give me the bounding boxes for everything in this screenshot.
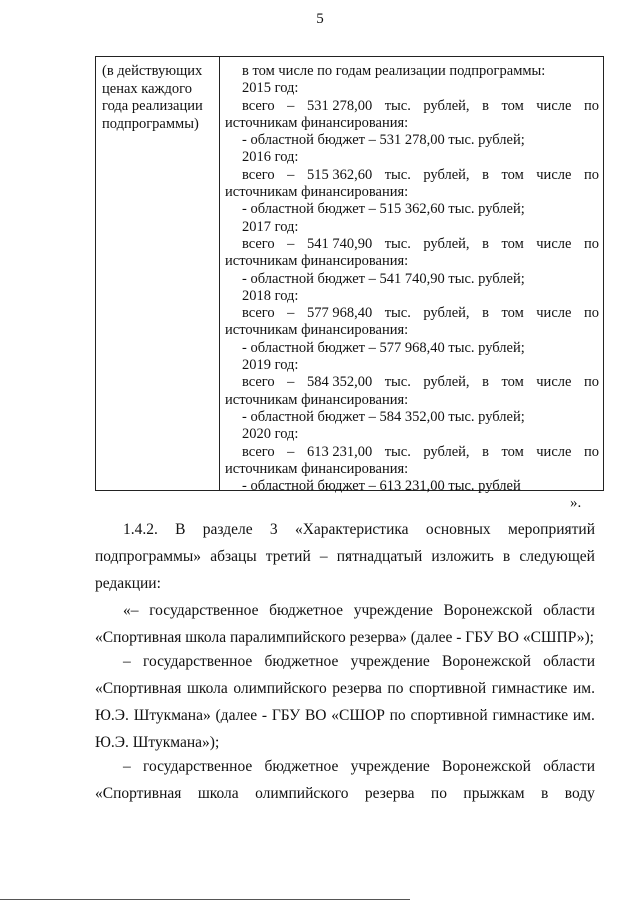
funding-year: 2018 год: [242,287,299,304]
word: 584 352,00 [306,374,373,391]
word: гимнастике [492,707,569,724]
word: всего [242,166,275,183]
funding-year: 2015 год: [242,80,299,97]
word: 3 [269,521,278,538]
word: изложить [431,548,494,565]
funding-table [95,56,604,495]
word: по [583,97,599,114]
funding-regional-budget: - областной бюджет – 613 231,00 тыс. рублей [242,478,521,495]
paragraph-line [95,780,595,807]
paragraph-3 [95,648,595,756]
closing-quote: ». [570,495,582,511]
word: всего [242,305,275,322]
word: Воронежской [443,602,533,619]
left-cell-line: (в действующих [102,63,203,79]
word: подпрограммы» [95,548,202,565]
word: В [175,521,186,538]
funding-sources: источникам финансирования: [225,184,409,201]
word: - [261,707,268,724]
funding-year: 2019 год: [242,357,299,374]
funding-regional-budget: - областной бюджет – 515 362,60 тыс. рублей; [242,201,525,218]
word: всего [242,97,275,114]
paragraph-4 [95,753,595,807]
paragraph-line [95,516,595,543]
funding-sources: источникам финансирования: [225,114,409,131]
funding-sources: источникам финансирования: [225,391,409,408]
word: – [287,166,295,183]
word: том [501,166,524,183]
word: том [501,374,524,391]
funding-regional-budget: - областной бюджет – 541 740,90 тыс. рублей; [242,270,525,287]
word: школа [186,680,228,697]
funding-year: 2017 год: [242,218,299,235]
paragraph-line: редакции: [95,575,161,592]
word: тыс. [384,235,411,252]
funding-total-line [225,444,599,461]
word: спортивной [409,680,487,697]
word: «– [123,602,139,619]
word: в [482,443,489,460]
left-cell-line: года реализации [102,98,203,114]
word: олимпийского [233,680,327,697]
word: – [123,653,131,670]
word: – [287,374,295,391]
word: всего [242,374,275,391]
word: по [583,305,599,322]
paragraph-line [95,648,595,675]
word: государственное [149,602,259,619]
word: третий [265,548,311,565]
funding-year: 2016 год: [242,149,299,166]
word: по [583,374,599,391]
funding-total-line [225,167,599,184]
word: в [482,235,489,252]
word: следующей [519,548,595,565]
table-column-divider [219,57,220,490]
word: том [501,235,524,252]
word: тыс. [384,443,411,460]
word: «Характеристика [294,521,409,538]
funding-sources: источникам финансирования: [225,322,409,339]
word: рублей, [423,443,470,460]
word: рублей, [423,235,470,252]
funding-year: 2020 год: [242,426,299,443]
word: Воронежской [442,758,531,775]
funding-sources: источникам финансирования: [225,460,409,477]
word: воду [564,785,595,802]
word: 1.4.2. [123,521,158,538]
word: том [501,305,524,322]
word: мероприятий [507,521,595,538]
word: спортивной [410,707,488,724]
word: рублей, [423,97,470,114]
word: пятнадцатый [336,548,423,565]
word: по [583,443,599,460]
funding-sources: источникам финансирования: [225,253,409,270]
word: в [482,97,489,114]
word: в [502,548,511,565]
word: по [389,707,406,724]
paragraph-2 [95,597,595,651]
paragraph-line: «Спортивная школа паралимпийского резерва» (далее - ГБУ ВО «СШПР»); [95,629,594,646]
word: всего [242,235,275,252]
word: 541 740,90 [306,235,373,252]
word: Ю.Э. [95,707,129,724]
word: Воронежской [442,653,531,670]
word: учреждение [350,653,430,670]
word: резерва [332,680,382,697]
word: – [287,97,295,114]
word: по [583,166,599,183]
word: в [482,305,489,322]
left-cell-line: подпрограммы) [102,115,199,132]
word: в [482,166,489,183]
paragraph-line [95,675,595,702]
page-number: 5 [316,11,324,27]
word: резерва [364,785,415,802]
word: тыс. [384,166,411,183]
word: учреждение [350,758,430,775]
word: разделе [202,521,253,538]
paragraph-line: Ю.Э. Штукмана»); [95,734,220,751]
funding-regional-budget: - областной бюджет – 577 968,40 тыс. рублей; [242,339,525,356]
word: ВО [304,707,327,724]
word: по [387,680,404,697]
table-left-cell [102,63,217,133]
word: учреждение [353,602,433,619]
word: – [123,758,131,775]
word: им. [572,707,595,724]
word: «СШОР [331,707,385,724]
word: бюджетное [264,653,339,670]
word: абзацы [210,548,257,565]
paragraph-line [95,597,595,624]
left-cell-line: ценах каждого [102,80,193,97]
word: числе [536,235,572,252]
word: том [501,443,524,460]
paragraph-line [95,753,595,780]
word: бюджетное [264,758,339,775]
word: – [319,548,328,565]
word: рублей, [423,305,470,322]
word: Штукмана» [133,707,211,724]
word: в [541,785,549,802]
word: тыс. [384,305,411,322]
word: в [482,374,489,391]
funding-total-line [225,98,599,115]
funding-total-line [225,236,599,253]
word: тыс. [384,97,411,114]
word: – [287,305,295,322]
word: том [501,97,524,114]
word: числе [536,305,572,322]
word: 613 231,00 [306,443,373,460]
word: «Спортивная [95,785,182,802]
word: по [583,235,599,252]
word: (далее [215,707,258,724]
word: рублей, [423,166,470,183]
funding-regional-budget: - областной бюджет – 531 278,00 тыс. рублей; [242,132,525,149]
word: государственное [143,653,253,670]
word: области [543,653,595,670]
word: олимпийского [255,785,349,802]
word: всего [242,443,275,460]
word: области [543,602,595,619]
word: бюджетное [269,602,343,619]
word: ГБУ [271,707,301,724]
word: «Спортивная [95,680,182,697]
funding-total-line [225,374,599,391]
word: области [543,758,595,775]
funding-regional-budget: - областной бюджет – 584 352,00 тыс. рублей; [242,408,525,425]
word: школа [197,785,239,802]
word: числе [536,443,572,460]
paragraph-line [95,702,595,729]
word: прыжкам [463,785,525,802]
word: числе [536,166,572,183]
word: тыс. [384,374,411,391]
word: – [287,235,295,252]
word: числе [536,374,572,391]
word: по [430,785,447,802]
funding-total-line [225,305,599,322]
word: основных [425,521,491,538]
word: 577 968,40 [306,305,373,322]
paragraph-line [95,543,595,570]
word: числе [536,97,572,114]
word: 531 278,00 [306,97,373,114]
funding-intro: в том числе по годам реализации подпрограммы: [242,63,546,79]
word: – [287,443,295,460]
word: 515 362,60 [306,166,373,183]
word: государственное [143,758,253,775]
table-right-cell [225,63,599,495]
paragraph-1 [95,516,595,597]
word: гимнастике [491,680,568,697]
footer-rule [0,899,410,900]
word: рублей, [423,374,470,391]
word: им. [572,680,595,697]
